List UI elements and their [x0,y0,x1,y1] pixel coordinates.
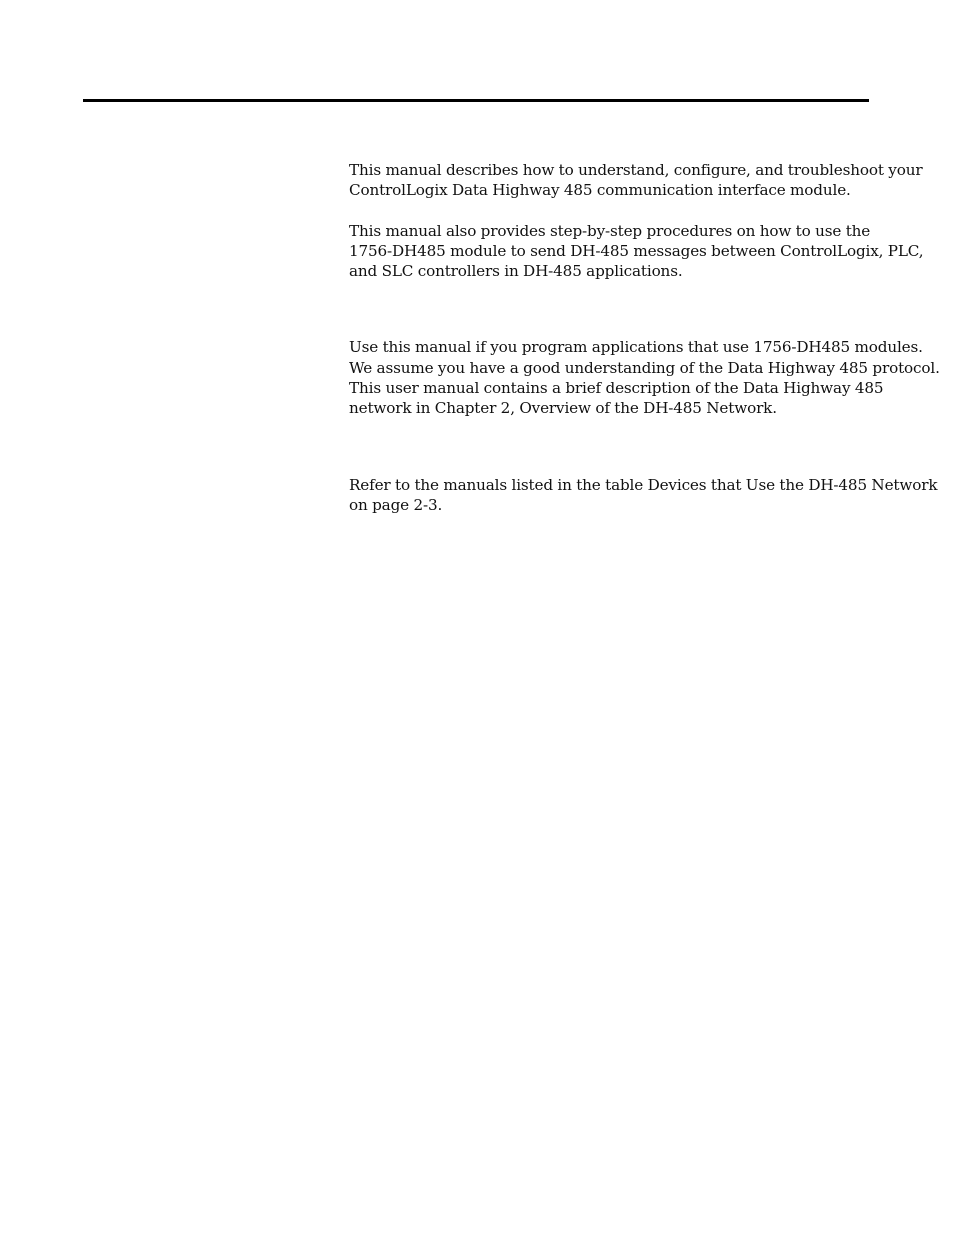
text-line: and SLC controllers in DH-485 applications. [349,262,683,281]
related-docs-paragraph [349,475,938,516]
text-line: This manual describes how to understand, configure, and troubleshoot your [349,161,923,179]
text-line: This user manual contains a brief description of the Data Highway 485 [349,379,884,398]
body-text [349,160,940,515]
text-line: network in Chapter 2, Overview of the DH-485 Network. [349,399,777,418]
text-line: ControlLogix Data Highway 485 communication interface module. [349,181,851,200]
text-line: We assume you have a good understanding of the Data Highway 485 protocol. [349,358,940,377]
text-line: on page 2-3. [349,495,443,514]
purpose-paragraph-1 [349,160,923,201]
text-line: Refer to the manuals listed in the table Devices that Use the DH-485 Network [349,475,938,494]
audience-paragraph [349,337,940,418]
header-rule [83,99,869,102]
purpose-paragraph-2 [349,221,924,282]
text-line: 1756-DH485 module to send DH-485 messages between ControlLogix, PLC, [349,241,924,260]
text-line: Use this manual if you program applications that use 1756-DH485 modules. [349,338,923,357]
text-line: This manual also provides step-by-step procedures on how to use the [349,221,871,240]
